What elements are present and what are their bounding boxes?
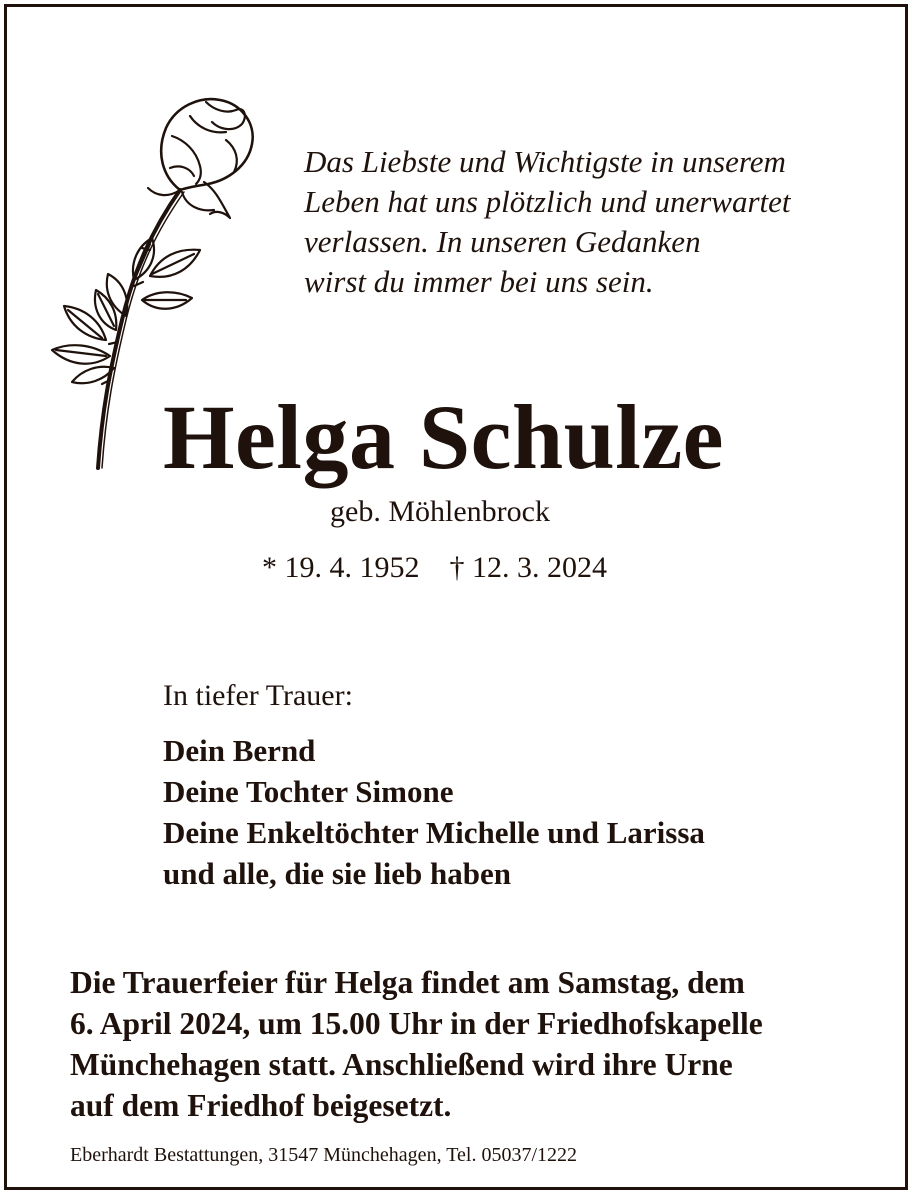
deceased-name: Helga Schulze [163,386,725,488]
funeral-home-footer: Eberhardt Bestattungen, 31547 Münchehagen, Tel. 05037/1222 [70,1144,578,1166]
mourner-entry: Deine Tochter Simone [163,774,454,809]
mourner-entry: Deine Enkeltöchter Michelle und Larissa [163,815,705,850]
service-line: 6. April 2024, um 15.00 Uhr in der Friedhofskapelle [70,1006,763,1041]
mourners-list [163,730,705,894]
mourner-entry: und alle, die sie lieb haben [163,856,511,891]
quote-line: verlassen. In unseren Gedanken [304,224,701,259]
quote-line: Leben hat uns plötzlich und unerwartet [304,184,791,219]
death-date: † 12. 3. 2024 [449,551,607,584]
service-line: auf dem Friedhof beigesetzt. [70,1088,452,1123]
birth-date: * 19. 4. 1952 [262,551,420,584]
mourning-intro: In tiefer Trauer: [163,679,353,712]
service-line: Die Trauerfeier für Helga findet am Samstag, dem [70,965,745,1000]
funeral-service-info [70,962,870,1126]
mourner-entry: Dein Bernd [163,733,316,768]
quote-line: Das Liebste und Wichtigste in unserem [304,144,786,179]
quote-line: wirst du immer bei uns sein. [304,264,654,299]
service-line: Münchehagen statt. Anschließend wird ihre Urne [70,1047,733,1082]
maiden-name: geb. Möhlenbrock [330,495,550,528]
memorial-quote [304,142,884,302]
life-dates [262,550,607,586]
